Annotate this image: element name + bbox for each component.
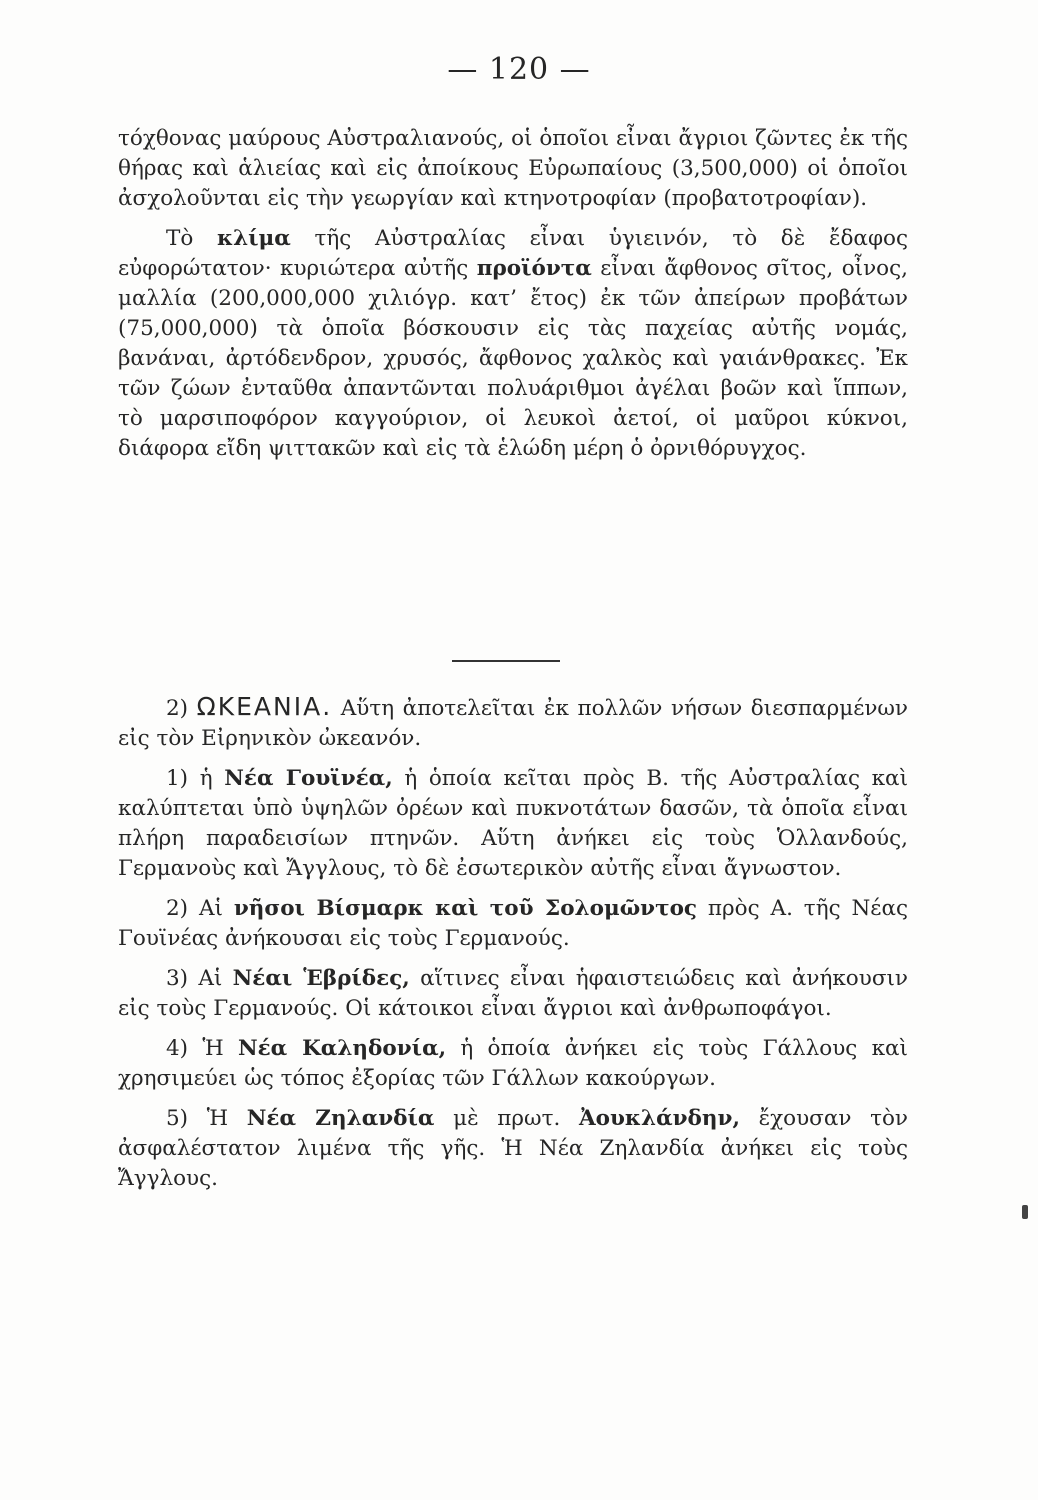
oceania-text-block <box>118 692 908 1194</box>
item-new-zealand <box>118 1104 908 1194</box>
item-3-prefix: 3) Αἱ <box>166 966 233 991</box>
page-number: — 120 — <box>447 52 591 87</box>
oceania-intro-text: Αὕτη ἀποτελεῖται ἐκ πολλῶν νήσων διεσπαρμένων εἰς τὸν Εἰρηνικὸν ὠκεανόν. <box>118 696 909 751</box>
item-5-text-b: ἔχουσαν τὸν ἀσφαλέστατον λιμένα τῆς γῆς. Ἡ Νέα Ζηλανδία ἀνήκει εἰς τοὺς Ἄγγλους. <box>118 1106 909 1191</box>
oceania-title: ΩΚΕΑΝΙΑ. <box>196 692 333 721</box>
item-3-text: αἵτινες εἶναι ἡφαιστειώδεις καὶ ἀνήκουσιν εἰς τοὺς Γερμανούς. Οἱ κάτοικοι εἶναι ἄγριοι καὶ ἀνθρωποφάγοι. <box>118 966 908 1021</box>
item-4-name: Νέα Καληδονία, <box>237 1036 447 1061</box>
climate-text: τῆς Αὐστραλίας εἶναι ὑγιεινόν, τὸ δὲ ἔδαφος εὐφορώτατον· κυριώτερα αὐτῆς <box>118 226 908 281</box>
item-1-name: Νέα Γουϊνέα, <box>224 766 393 791</box>
oceania-heading-paragraph <box>118 692 908 754</box>
item-bismarck-solomon <box>118 894 908 954</box>
item-new-caledonia <box>118 1034 908 1094</box>
paragraph-australia-population: τόχθονας μαύρους Αὐστραλιανούς, οἱ ὁποῖοι εἶναι ἄγριοι ζῶντες ἐκ τῆς θήρας καὶ ἁλιείας καὶ εἰς ἀποίκους Εὐρωπαίους (3,500,000) οἱ ὁποῖοι ἀσχολοῦνται εἰς τὴν γεωργίαν καὶ κτηνοτροφίαν (προβατοτροφίαν). <box>118 126 908 211</box>
australia-text-block <box>118 124 908 464</box>
term-products: προϊόντα <box>476 256 592 281</box>
item-1-prefix: 1) ἡ <box>166 766 225 791</box>
climate-intro: Τὸ <box>166 226 217 251</box>
item-3-name: Νέαι Ἑβρίδες, <box>232 966 410 991</box>
item-5-prefix: 5) Ἡ <box>166 1106 247 1131</box>
oceania-number: 2) <box>166 696 197 721</box>
item-2-name: νῆσοι Βίσμαρκ καὶ τοῦ Σολομῶντος <box>233 896 698 921</box>
item-5-name: Νέα Ζηλανδία <box>246 1106 435 1131</box>
products-text: εἶναι ἄφθονος σῖτος, οἶνος, μαλλία (200,000,000 χιλιόγρ. κατ’ ἔτος) ἐκ τῶν ἀπείρων προβάτων (75,000,000) τὰ ὁποῖα βόσκουσιν εἰς τὰς παχείας αὐτῆς νομάς, βανάναι, ἀρτόδενδρον, χρυσός, ἄφθονος χαλκὸς καὶ γαιάνθρακες. Ἐκ τῶν ζώων ἐνταῦθα ἀπαντῶνται πολυάριθμοι ἀγέλαι βοῶν καὶ ἵππων, τὸ μαρσιποφόρον καγγούριον, οἱ λευκοὶ ἀετοί, οἱ μαῦροι κύκνοι, διάφορα εἴδη ψιττακῶν καὶ εἰς τὰ ἑλώδη μέρη ὁ ὀρνιθόρυγχος. <box>118 256 908 461</box>
item-4-prefix: 4) Ἡ <box>166 1036 238 1061</box>
term-climate: κλίμα <box>216 226 291 251</box>
item-new-hebrides <box>118 964 908 1024</box>
item-2-prefix: 2) Αἱ <box>166 896 234 921</box>
item-1-text: ἡ ὁποία κεῖται πρὸς Β. τῆς Αὐστραλίας καὶ καλύπτεται ὑπὸ ὑψηλῶν ὀρέων καὶ πυκνοτάτων δασῶν, τὰ ὁποῖα εἶναι πλήρη παραδεισίων πτηνῶν. Αὕτη ἀνήκει εἰς τοὺς Ὁλλανδούς, Γερμανοὺς καὶ Ἄγγλους, τὸ δὲ ἐσωτερικὸν αὐτῆς εἶναι ἄγνωστον. <box>118 766 908 881</box>
item-2-text: πρὸς Α. τῆς Νέας Γουϊνέας ἀνήκουσαι εἰς τοὺς Γερμανούς. <box>118 896 909 951</box>
paragraph-australia-climate <box>118 224 908 464</box>
item-5-capital: Ἀουκλάνδην, <box>578 1106 740 1131</box>
item-5-text-a: μὲ πρωτ. <box>434 1106 579 1131</box>
item-new-guinea <box>118 764 908 884</box>
item-4-text: ἡ ὁποία ἀνήκει εἰς τοὺς Γάλλους καὶ χρησιμεύει ὡς τόπος ἐξορίας τῶν Γάλλων κακούργων. <box>118 1036 908 1091</box>
margin-ink-mark <box>1022 1205 1028 1219</box>
section-divider <box>452 660 560 662</box>
